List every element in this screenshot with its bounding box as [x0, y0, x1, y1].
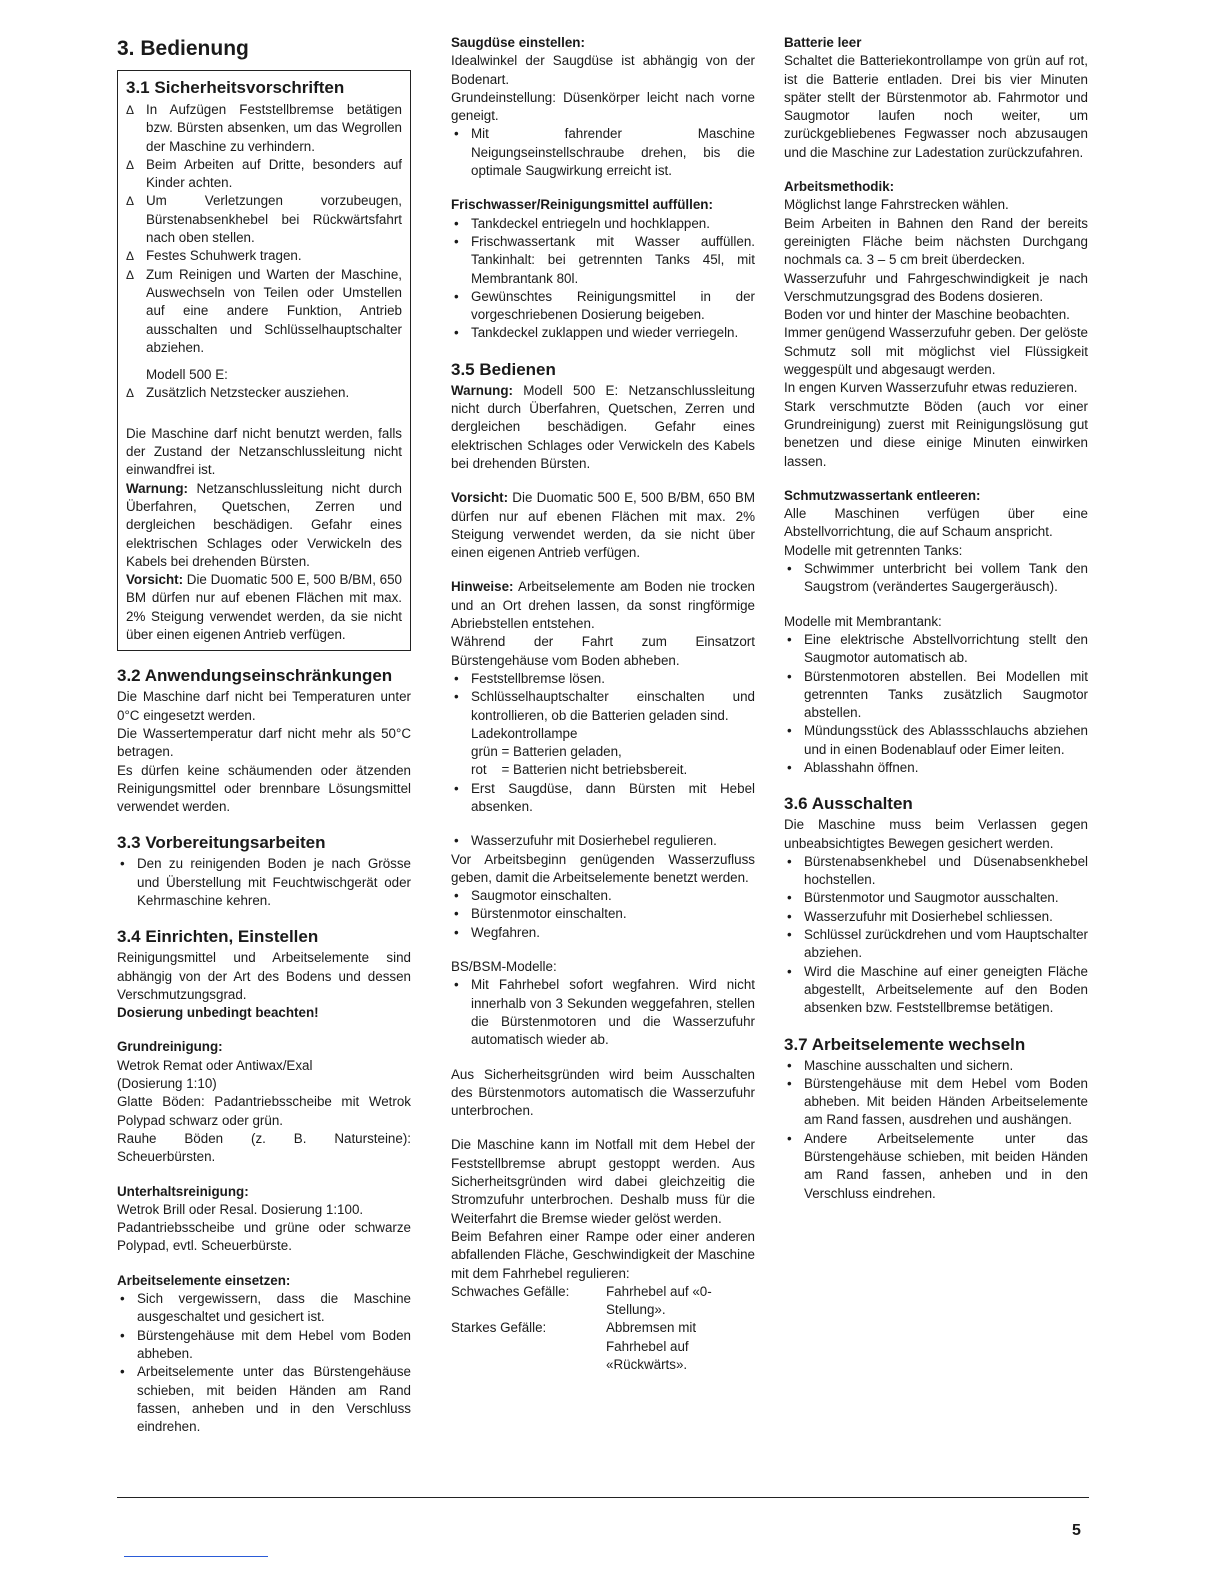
list-item: • Mündungsstück des Ablassschlauchs abziehen und in einen Bodenablauf oder Eimer leiten.	[784, 722, 1088, 759]
list-item: Δ Zum Reinigen und Warten der Maschine, Auswechseln von Teilen oder Umstellen auf eine andere Funktion, Antrieb ausschalten und Schlüsselhauptschalter abziehen.	[126, 266, 402, 357]
list-item: • Wasserzufuhr mit Dosierhebel schliessen.	[784, 908, 1088, 926]
text-line: Idealwinkel der Saugdüse ist abhängig von der Bodenart.	[451, 53, 755, 87]
s31-caution: Vorsicht: Die Duomatic 500 E, 500 B/BM, 650 BM dürfen nur auf ebenen Flächen mit max. 2% Steigung verwendet werden, da sie nicht über einen eigenen Antrieb verfügen.	[126, 572, 402, 643]
s34-title: 3.4 Einrichten, Einstellen	[117, 927, 319, 947]
table-cell: Fahrhebel auf «0-Stellung».	[606, 1283, 712, 1318]
text-line: In engen Kurven Wasserzufuhr etwas reduzieren.	[784, 380, 1078, 396]
list-item: • Mit fahrender Maschine Neigungseinstellschraube drehen, bis die optimale Saugwirkung erreicht ist.	[451, 125, 755, 180]
text-line: BS/BSM-Modelle:	[451, 959, 557, 975]
text-line: grün = Batterien geladen,	[471, 744, 622, 760]
meth-title: Arbeitsmethodik:	[784, 179, 895, 195]
list-item: Δ Festes Schuhwerk tragen.	[126, 247, 402, 265]
list-item: • Tankdeckel zuklappen und wieder verriegeln.	[451, 324, 755, 342]
list-item: • Feststellbremse lösen.	[451, 670, 755, 688]
s35-caution: Vorsicht: Die Duomatic 500 E, 500 B/BM, 650 BM dürfen nur auf ebenen Flächen mit max. 2% Steigung verwendet werden, da sie nicht über einen eigenen Antrieb verfügen.	[451, 490, 755, 561]
text-line: Alle Maschinen verfügen über eine Abstellvorrichtung, die auf Schaum anspricht.	[784, 506, 1088, 540]
list-item: • Schwimmer unterbricht bei vollem Tank den Saugstrom (verändertes Saugergeräusch).	[784, 560, 1088, 597]
lade-legend	[451, 725, 755, 780]
ae-title: Arbeitselemente einsetzen:	[117, 1272, 291, 1288]
s35-hinweise: Hinweise: Arbeitselemente am Boden nie trocken und an Ort drehen lassen, da sonst ringförmige Abriebstellen entstehen.	[451, 579, 755, 632]
text-line: Modelle mit getrennten Tanks:	[784, 542, 963, 558]
list-item: • Erst Saugdüse, dann Bürsten mit Hebel absenken.	[451, 780, 755, 817]
text-line: Wasserzufuhr und Fahrgeschwindigkeit je nach Verschmutzungsgrad des Bodens dosieren.	[784, 270, 1088, 304]
s31-warning: Warnung: Netzanschlussleitung nicht durch Überfahren, Quetschen, Zerren und dergleichen beschädigen. Gefahr eines elektrischen Schlages oder Verwickeln des Kabels bei drehenden Bürsten.	[126, 480, 402, 569]
table-cell: Abbremsen mit Fahrhebel auf «Rückwärts».	[606, 1320, 697, 1372]
footer-mark	[124, 1556, 268, 1557]
s32-p3: Es dürfen keine schäumenden oder ätzenden Reinigungsmittel oder brennbare Lösungsmittel verwendet werden.	[117, 762, 411, 815]
text-line: Rauhe Böden (z. B. Natursteine): Scheuerbürsten.	[117, 1130, 411, 1165]
list-item: • Andere Arbeitselemente unter das Bürstengehäuse schieben, mit beiden Händen am Rand fassen, anheben und in den Verschluss eindrehen.	[784, 1130, 1088, 1203]
list-item: Δ Um Verletzungen vorzubeugen, Bürstenabsenkhebel bei Rückwärtsfahrt nach oben stellen.	[126, 192, 402, 247]
table-cell: Starkes Gefälle:	[451, 1320, 547, 1336]
column-right	[784, 34, 1088, 1203]
list-item: • Schlüsselhauptschalter einschalten und kontrollieren, ob die Batterien geladen sind.	[451, 688, 755, 725]
text-line: Beim Befahren einer Rampe oder einer anderen abfallenden Fläche, Geschwindigkeit der Maschine mit dem Fahrhebel regulieren:	[451, 1228, 755, 1281]
gefaelle-table	[451, 1283, 755, 1374]
text-line: Beim Arbeiten in Bahnen den Rand der bereits gereinigten Fläche beim nächsten Durchgang nochmals ca. 3 – 5 cm breit überdecken.	[784, 215, 1088, 268]
text-line: Ladekontrollampe	[471, 725, 578, 741]
text-line: Schaltet die Batteriekontrollampe von grün auf rot, ist die Batterie entladen. Drei bis vier Minuten später stellt der Bürstenmotor ab. Fahrmotor und Saugmotor laufen noch weiter, um zurückgebliebenes Fegwasser noch abzusaugen und die Maschine zur Ladestation zurückzufahren.	[784, 53, 1088, 160]
text-line: Glatte Böden: Padantriebsscheibe mit Wetrok Polypad schwarz oder grün.	[117, 1094, 411, 1128]
text-line: Modelle mit Membrantank:	[784, 613, 942, 629]
list-item: Δ Zusätzlich Netzstecker ausziehen.	[126, 384, 402, 402]
text-line: Wetrok Remat oder Antiwax/Exal	[117, 1057, 313, 1073]
column-left	[117, 34, 411, 1436]
list-item: Δ In Aufzügen Feststellbremse betätigen bzw. Bürsten absenken, um das Wegrollen der Maschine zu verhindern.	[126, 101, 402, 156]
list-item: • Den zu reinigenden Boden je nach Grösse und Überstellung mit Feuchtwischgerät oder Kehrmaschine kehren.	[117, 855, 411, 910]
text-line: Möglichst lange Fahrstrecken wählen.	[784, 197, 1009, 213]
saug-title: Saugdüse einstellen:	[451, 35, 585, 50]
list-item: • Frischwassertank mit Wasser auffüllen. Tankinhalt: bei getrennten Tanks 45l, mit Membrantank 80l.	[451, 233, 755, 288]
text-line: (Dosierung 1:10)	[117, 1076, 217, 1092]
chapter-title: 3. Bedienung	[117, 37, 249, 60]
text-line: Wetrok Brill oder Resal. Dosierung 1:100.	[117, 1201, 364, 1217]
text-line: Während der Fahrt zum Einsatzort Bürstengehäuse vom Boden abheben.	[451, 634, 755, 668]
unter-title: Unterhaltsreinigung:	[117, 1183, 249, 1199]
s32-p2: Die Wassertemperatur darf nicht mehr als 50°C betragen.	[117, 725, 411, 760]
list-item: • Mit Fahrhebel sofort wegfahren. Wird nicht innerhalb von 3 Sekunden weggefahren, stellen die Bürstenmotoren und die Wasserzufuhr automatisch wieder ab.	[451, 976, 755, 1049]
text-line: Padantriebsscheibe und grüne oder schwarze Polypad, evtl. Scheuerbürste.	[117, 1220, 411, 1254]
list-item: • Wird die Maschine auf einer geneigten Fläche abgestellt, Arbeitselemente auf den Boden absenken bzw. Feststellbremse betätigen.	[784, 963, 1088, 1018]
list-item: • Bürstengehäuse mit dem Hebel vom Boden abheben.	[117, 1327, 411, 1364]
list-item: • Tankdeckel entriegeln und hochklappen.	[451, 215, 755, 233]
frisch-title: Frischwasser/Reinigungsmittel auffüllen:	[451, 197, 713, 213]
text-line: rot = Batterien nicht betriebsbereit.	[471, 762, 688, 778]
s31-para: Die Maschine darf nicht benutzt werden, falls der Zustand der Netzanschlussleitung nicht einwandfrei ist.	[126, 425, 402, 478]
s35-warning: Warnung: Modell 500 E: Netzanschlussleitung nicht durch Überfahren, Quetschen, Zerren und dergleichen beschädigen. Gefahr eines elektrischen Schlages oder Verwickeln des Kabels bei drehenden Bürsten.	[451, 382, 755, 471]
footer-rule	[117, 1497, 1089, 1498]
s31-model-label: Modell 500 E:	[146, 367, 228, 383]
text-line: Stark verschmutzte Böden (auch vor einer Grundreinigung) zuerst mit Reinigungslösung gut benetzen und diese einige Minuten einwirken lassen.	[784, 398, 1088, 469]
text-line: Boden vor und hinter der Maschine beobachten.	[784, 307, 1070, 323]
s37-title: 3.7 Arbeitselemente wechseln	[784, 1034, 1026, 1054]
text-line: Aus Sicherheitsgründen wird beim Ausschalten des Bürstenmotors automatisch die Wasserzufuhr unterbrochen.	[451, 1066, 755, 1119]
s31-model-list	[126, 384, 402, 402]
text-line: Grundeinstellung: Düsenkörper leicht nach vorne geneigt.	[451, 89, 755, 124]
s34-p1: Reinigungsmittel und Arbeitselemente sind abhängig von der Art des Bodens und dessen Verschmutzungsgrad.	[117, 950, 411, 1002]
list-item: • Sich vergewissern, dass die Maschine ausgeschaltet und gesichert ist.	[117, 1290, 411, 1327]
list-item: • Wegfahren.	[451, 924, 755, 942]
list-item: Δ Beim Arbeiten auf Dritte, besonders auf Kinder achten.	[126, 156, 402, 193]
safety-box	[117, 70, 411, 651]
batt-title: Batterie leer	[784, 35, 862, 50]
s31-title: 3.1 Sicherheitsvorschriften	[126, 78, 345, 97]
list-item: • Maschine ausschalten und sichern.	[784, 1057, 1088, 1075]
text-line: Vor Arbeitsbeginn genügenden Wasserzufluss geben, damit die Arbeitselemente benetzt werden.	[451, 851, 755, 885]
s31-list	[126, 101, 402, 357]
s35-title: 3.5 Bedienen	[451, 359, 556, 379]
s33-title: 3.3 Vorbereitungsarbeiten	[117, 833, 326, 853]
text-line: Immer genügend Wasserzufuhr geben. Der gelöste Schmutz soll mit möglichst viel Flüssigkeit weggespült und abgesaugt werden.	[784, 325, 1088, 378]
list-item: • Eine elektrische Abstellvorrichtung stellt den Saugmotor automatisch ab.	[784, 631, 1088, 668]
list-item: • Wasserzufuhr mit Dosierhebel regulieren.	[451, 832, 755, 850]
list-item: • Bürstenmotoren abstellen. Bei Modellen mit getrennten Tanks zusätzlich Saugmotor abstellen.	[784, 668, 1088, 723]
list-item: • Ablasshahn öffnen.	[784, 759, 1088, 777]
list-item: • Bürstenmotor und Saugmotor ausschalten.	[784, 889, 1088, 907]
grund-title: Grundreinigung:	[117, 1039, 223, 1055]
table-cell: Schwaches Gefälle:	[451, 1283, 570, 1299]
s36-title: 3.6 Ausschalten	[784, 794, 913, 814]
list-item: • Bürstengehäuse mit dem Hebel vom Boden abheben. Mit beiden Händen Arbeitselemente am Rand fassen, ausdrehen und aushängen.	[784, 1075, 1088, 1130]
list-item: • Bürstenabsenkhebel und Düsenabsenkhebel hochstellen.	[784, 853, 1088, 890]
schmutz-title: Schmutzwassertank entleeren:	[784, 487, 981, 503]
s34-p2: Dosierung unbedingt beachten!	[117, 1005, 319, 1021]
list-item: • Gewünschtes Reinigungsmittel in der vorgeschriebenen Dosierung beigeben.	[451, 288, 755, 325]
column-middle	[451, 34, 755, 1374]
list-item: • Arbeitselemente unter das Bürstengehäuse schieben, mit beiden Händen am Rand fassen, anheben und in den Verschluss eindrehen.	[117, 1363, 411, 1436]
s32-p1: Die Maschine darf nicht bei Temperaturen unter 0°C eingesetzt werden.	[117, 689, 411, 723]
list-item: • Bürstenmotor einschalten.	[451, 905, 755, 923]
s32-title: 3.2 Anwendungseinschränkungen	[117, 666, 393, 686]
page-number: 5	[1072, 1522, 1081, 1539]
text-line: Die Maschine kann im Notfall mit dem Hebel der Feststellbremse abrupt gestoppt werden. Aus Sicherheitsgründen wird dabei gleichzeitig die Stromzufuhr unterbrochen. Deshalb muss für die Weiterfahrt die Bremse wieder gelöst werden.	[451, 1137, 755, 1226]
list-item: • Saugmotor einschalten.	[451, 887, 755, 905]
text-line: Die Maschine muss beim Verlassen gegen unbeabsichtigtes Bewegen gesichert werden.	[784, 817, 1088, 851]
list-item: • Schlüssel zurückdrehen und vom Hauptschalter abziehen.	[784, 926, 1088, 963]
